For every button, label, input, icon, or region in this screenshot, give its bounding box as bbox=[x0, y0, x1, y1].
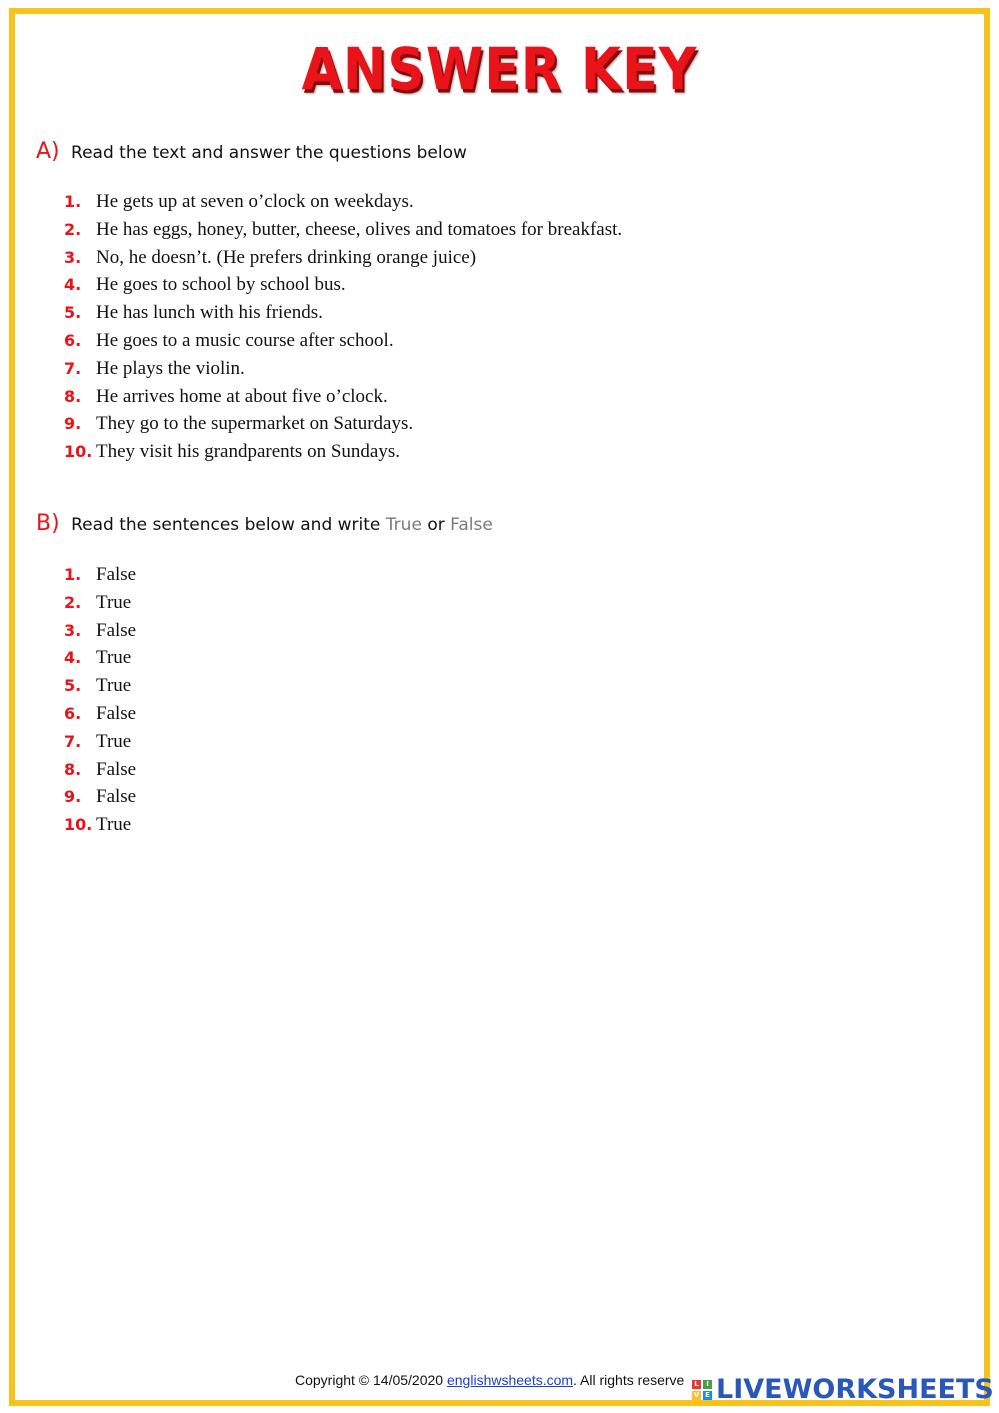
logo-blocks-icon bbox=[692, 1380, 712, 1400]
list-item bbox=[64, 728, 136, 756]
answer-text: False bbox=[96, 619, 137, 641]
list-item bbox=[64, 644, 136, 672]
answer-text: He has eggs, honey, butter, cheese, olives and tomatoes for breakfast. bbox=[96, 218, 623, 240]
answer-text: He has lunch with his friends. bbox=[96, 302, 323, 324]
list-item bbox=[64, 188, 622, 216]
answer-text: He goes to school by school bus. bbox=[96, 274, 346, 296]
list-item bbox=[64, 783, 136, 811]
list-item bbox=[64, 216, 622, 244]
true-word: True bbox=[385, 515, 422, 535]
item-number: 6. bbox=[64, 703, 82, 723]
list-item bbox=[64, 299, 622, 327]
list-item bbox=[64, 756, 136, 784]
logo-text: LIVEWORKSHEETS bbox=[716, 1374, 994, 1405]
section-b-answer-list bbox=[64, 561, 136, 839]
answer-text: True bbox=[96, 814, 132, 836]
answer-text: False bbox=[96, 758, 137, 780]
list-item bbox=[64, 244, 622, 272]
section-a-answer-list bbox=[64, 188, 622, 466]
item-number: 8. bbox=[64, 759, 82, 779]
liveworksheets-logo[interactable] bbox=[692, 1374, 994, 1405]
section-b-heading-text: Read the sentences below and write bbox=[71, 515, 381, 535]
list-item bbox=[64, 617, 136, 645]
item-number: 10. bbox=[64, 442, 93, 462]
list-item bbox=[64, 672, 136, 700]
item-number: 7. bbox=[64, 358, 82, 378]
copyright-footer bbox=[295, 1372, 684, 1388]
logo-block: I bbox=[703, 1380, 712, 1389]
answer-text: True bbox=[96, 730, 132, 752]
logo-block: E bbox=[703, 1391, 712, 1400]
logo-block: L bbox=[692, 1380, 701, 1389]
answer-text: He gets up at seven o’clock on weekdays. bbox=[96, 191, 414, 212]
item-number: 5. bbox=[64, 676, 82, 696]
answer-text: False bbox=[96, 702, 137, 724]
copyright-suffix: . All rights reserve bbox=[573, 1372, 685, 1388]
section-b-heading bbox=[36, 511, 493, 536]
item-number: 9. bbox=[64, 787, 82, 807]
item-number: 9. bbox=[64, 414, 82, 434]
item-number: 8. bbox=[64, 386, 82, 406]
answer-text: He plays the violin. bbox=[96, 357, 245, 379]
or-word: or bbox=[427, 515, 445, 535]
answer-text: He goes to a music course after school. bbox=[96, 329, 394, 351]
list-item bbox=[64, 271, 622, 299]
list-item bbox=[64, 327, 622, 355]
list-item bbox=[64, 438, 622, 466]
item-number: 3. bbox=[64, 247, 82, 267]
item-number: 1. bbox=[64, 565, 82, 584]
answer-text: False bbox=[96, 786, 137, 808]
false-word: False bbox=[450, 515, 493, 535]
item-number: 4. bbox=[64, 648, 82, 668]
list-item bbox=[64, 355, 622, 383]
section-a-heading-text: Read the text and answer the questions below bbox=[71, 143, 467, 163]
site-link[interactable]: englishwsheets.com bbox=[446, 1372, 574, 1388]
section-a-heading bbox=[36, 139, 467, 164]
answer-text: True bbox=[96, 675, 132, 697]
answer-text: True bbox=[96, 647, 132, 669]
answer-text: No, he doesn’t. (He prefers drinking orange juice) bbox=[96, 246, 477, 268]
item-number: 4. bbox=[64, 275, 82, 295]
list-item bbox=[64, 811, 136, 839]
page-title: ANSWER KEY bbox=[301, 36, 698, 104]
answer-text: He arrives home at about five o’clock. bbox=[96, 385, 388, 407]
section-b-letter: B) bbox=[36, 511, 60, 536]
item-number: 6. bbox=[64, 330, 82, 350]
item-number: 2. bbox=[64, 219, 82, 239]
item-number: 5. bbox=[64, 303, 82, 323]
item-number: 3. bbox=[64, 620, 82, 640]
list-item bbox=[64, 410, 622, 438]
answer-text: True bbox=[96, 591, 132, 613]
list-item bbox=[64, 589, 136, 617]
item-number: 1. bbox=[64, 192, 82, 211]
copyright-prefix: Copyright © 14/05/2020 bbox=[295, 1372, 444, 1388]
item-number: 10. bbox=[64, 815, 93, 835]
section-a-letter: A) bbox=[36, 139, 60, 164]
answer-text: They visit his grandparents on Sundays. bbox=[96, 441, 400, 463]
item-number: 2. bbox=[64, 592, 82, 612]
answer-text: They go to the supermarket on Saturdays. bbox=[96, 413, 414, 435]
item-number: 7. bbox=[64, 731, 82, 751]
list-item bbox=[64, 700, 136, 728]
list-item bbox=[64, 561, 136, 589]
answer-text: False bbox=[96, 564, 137, 585]
list-item bbox=[64, 383, 622, 411]
logo-block: V bbox=[693, 1390, 700, 1399]
